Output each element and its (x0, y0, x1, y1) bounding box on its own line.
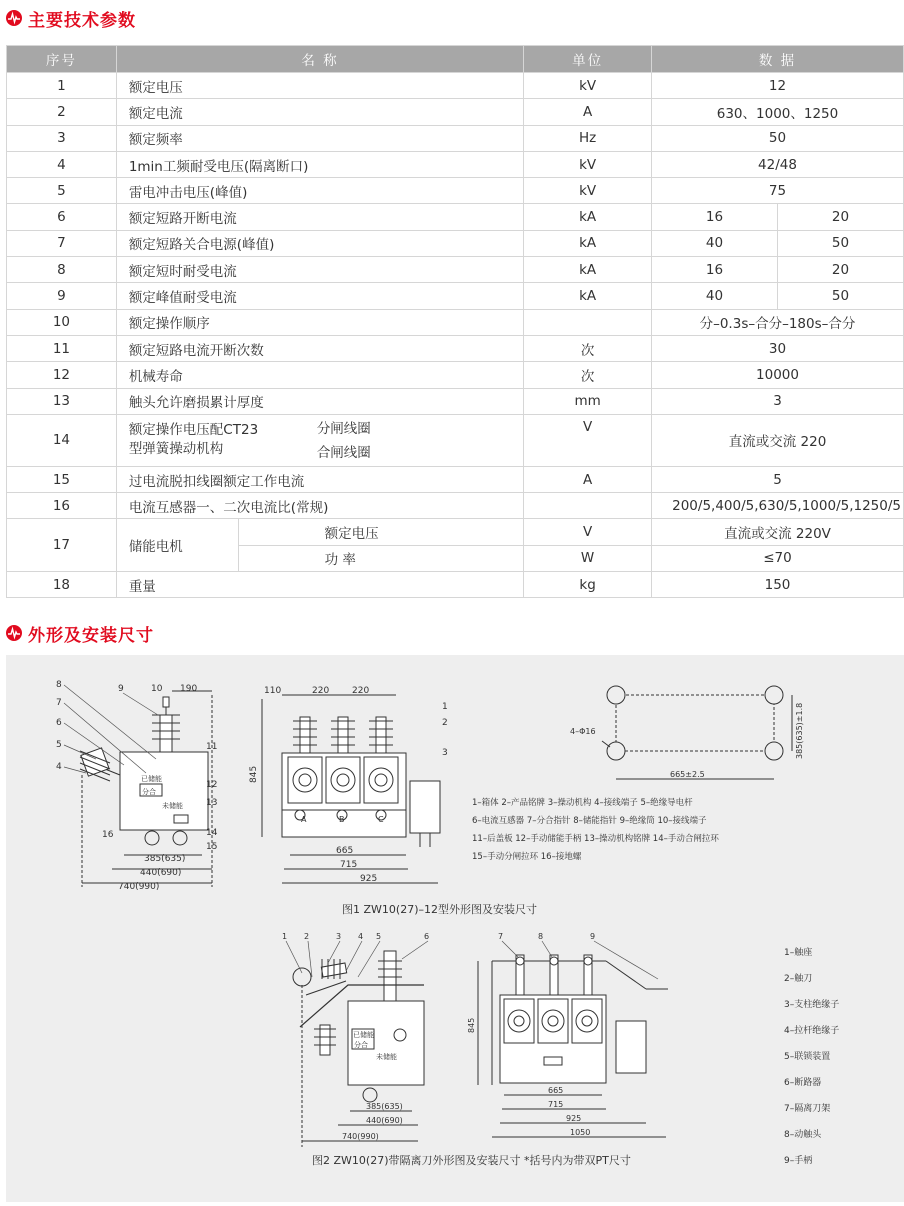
phase-label: A (301, 815, 307, 824)
waveform-icon (6, 10, 22, 26)
panel-not-stored-text: 未储能 (376, 1053, 397, 1061)
table-row (7, 466, 904, 492)
row-value-b: 20 (777, 204, 903, 230)
row-unit: 次 (524, 362, 652, 388)
row-unit: kA (524, 230, 652, 256)
row-no: 12 (7, 362, 117, 388)
callout: 2 (304, 932, 310, 941)
legend-item: 4–拉杆绝缘子 (784, 1026, 840, 1036)
dim-label: 665±2.5 (670, 770, 705, 779)
dim-label: 715 (340, 860, 358, 870)
row-name: 过电流脱扣线圈额定工作电流 (116, 466, 523, 492)
table-row (7, 178, 904, 204)
dim-label: 1050 (570, 1128, 591, 1137)
row-name: 额定峰值耐受电流 (116, 283, 523, 309)
dim-label: 385(635) (144, 854, 186, 864)
row-unit: V (524, 414, 652, 466)
row-value: 50 (652, 125, 904, 151)
callout: 5 (376, 932, 382, 941)
phase-label: B (339, 815, 345, 824)
callout: 7 (498, 932, 504, 941)
row-value-a: 16 (652, 257, 778, 283)
dim-label: 220 (352, 686, 370, 696)
table-row (7, 99, 904, 125)
row-unit: kg (524, 572, 652, 598)
fig2-front-view (478, 955, 668, 1137)
dim-label: 220 (312, 686, 330, 696)
panel-stored-text: 已储能 (353, 1031, 374, 1039)
callout: 9 (118, 684, 124, 694)
row-no: 9 (7, 283, 117, 309)
header-no: 序号 (7, 46, 117, 73)
panel-stored-text: 已储能 (141, 775, 162, 783)
section-title: 外形及安装尺寸 (28, 625, 154, 646)
dim-label: 440(690) (366, 1116, 403, 1125)
row-value: 5 (652, 466, 904, 492)
section-heading-dimensions (6, 621, 154, 645)
drawing-panel (6, 655, 904, 1202)
row-unit: W (524, 545, 652, 571)
table-row (7, 257, 904, 283)
panel-open-close-text: 分合 (142, 788, 156, 796)
row-unit: kV (524, 178, 652, 204)
row-value: 10000 (652, 362, 904, 388)
row-name: 雷电冲击电压(峰值) (116, 178, 523, 204)
fig2-side-leaders (286, 941, 428, 977)
row-no: 5 (7, 178, 117, 204)
table-row (7, 362, 904, 388)
row-no: 11 (7, 335, 117, 361)
row-no: 7 (7, 230, 117, 256)
row-unit: 次 (524, 335, 652, 361)
row-value: 分–0.3s–合分–180s–合分 (652, 309, 904, 335)
dim-label: 665 (548, 1086, 564, 1095)
legend-item: 5–联锁装置 (784, 1052, 831, 1062)
section-heading-specs (6, 6, 136, 30)
row-no: 1 (7, 73, 117, 99)
rated-voltage-label: 额定电压 (238, 519, 524, 545)
row-value: ≤70 (652, 545, 904, 571)
row-name: 电流互感器一、二次电流比(常规) (116, 493, 523, 519)
header-data: 数 据 (652, 46, 904, 73)
callout: 13 (206, 798, 218, 808)
row-no: 13 (7, 388, 117, 414)
row-value-b: 50 (777, 230, 903, 256)
callout: 6 (56, 718, 62, 728)
callout: 1 (442, 702, 448, 712)
callout: 4 (56, 762, 62, 772)
row-value-a: 40 (652, 283, 778, 309)
name-line2: 型弹簧操动机构 (128, 441, 224, 458)
table-row (7, 414, 904, 466)
row-name: 机械寿命 (116, 362, 523, 388)
dim-label: 385(635) (366, 1102, 403, 1111)
legend-item: 6–断路器 (784, 1078, 822, 1088)
dim-label: 190 (180, 684, 198, 694)
open-coil-label: 分闸线圈 (316, 420, 371, 437)
row-no: 8 (7, 257, 117, 283)
row-value: 30 (652, 335, 904, 361)
row-value: 75 (652, 178, 904, 204)
legend-item: 7–隔离刀架 (784, 1104, 831, 1114)
row-value: 630、1000、1250 (652, 99, 904, 125)
row-no: 3 (7, 125, 117, 151)
callout: 3 (442, 748, 448, 758)
legend-item: 8–动触头 (784, 1130, 822, 1140)
callout: 11 (206, 742, 218, 752)
row-no: 2 (7, 99, 117, 125)
callout: 15 (206, 842, 218, 852)
row-value: 直流或交流 220 (652, 414, 904, 466)
row-unit: kV (524, 73, 652, 99)
technical-drawings (6, 655, 904, 1202)
legend-item: 3–支柱绝缘子 (784, 1000, 840, 1010)
row-value: 3 (652, 388, 904, 414)
fig1-caption: 图1 ZW10(27)–12型外形图及安装尺寸 (342, 903, 537, 916)
table-row (7, 283, 904, 309)
row-name: 额定电流 (116, 99, 523, 125)
table-row (7, 493, 904, 519)
dim-label: 440(690) (140, 868, 182, 878)
header-unit: 单位 (524, 46, 652, 73)
row-unit: V (524, 519, 652, 545)
row-unit: kA (524, 204, 652, 230)
fig1-mounting-labels (570, 703, 804, 779)
phase-label: C (378, 815, 384, 824)
legend-item: 2–触刀 (784, 974, 813, 984)
table-row (7, 204, 904, 230)
row-value-b: 50 (777, 283, 903, 309)
table-header (7, 46, 904, 73)
table-row (7, 519, 904, 545)
row-value-b: 20 (777, 257, 903, 283)
row-unit: mm (524, 388, 652, 414)
row-name: 重量 (116, 572, 523, 598)
callout: 3 (336, 932, 342, 941)
panel-open-close-text: 分合 (354, 1041, 368, 1049)
row-no: 15 (7, 466, 117, 492)
dim-label: 740(990) (342, 1132, 379, 1141)
dim-label: 715 (548, 1100, 564, 1109)
name-line1: 额定操作电压配CT23 (128, 422, 259, 439)
legend-item: 9–手柄 (784, 1156, 813, 1166)
table-row (7, 230, 904, 256)
row-no: 14 (7, 414, 117, 466)
callout: 2 (442, 718, 448, 728)
power-label: 功 率 (238, 545, 524, 571)
dim-label: 665 (336, 846, 354, 856)
row-name: 额定短路关合电源(峰值) (116, 230, 523, 256)
dim-label: 925 (566, 1114, 582, 1123)
coil-labels (317, 417, 371, 465)
callout: 8 (56, 680, 62, 690)
fig2-front-leaders (502, 941, 658, 979)
row-no: 10 (7, 309, 117, 335)
table-row (7, 309, 904, 335)
row-no: 4 (7, 151, 117, 177)
row-name: 额定短时耐受电流 (116, 257, 523, 283)
row-name: 额定电压 (116, 73, 523, 99)
callout: 16 (102, 830, 114, 840)
dim-label: 845 (467, 1017, 476, 1033)
close-coil-label: 合闸线圈 (316, 444, 371, 461)
row-unit: A (524, 99, 652, 125)
legend-line: 1–箱体 2–产品铭牌 3–操动机构 4–接线端子 5–绝缘导电杆 (472, 798, 693, 808)
legend-line: 15–手动分闸拉环 16–接地螺 (472, 852, 582, 862)
callout: 4 (358, 932, 364, 941)
table-row (7, 151, 904, 177)
callout: 9 (590, 932, 596, 941)
table-row (7, 125, 904, 151)
spec-table (6, 45, 904, 598)
table-row (7, 572, 904, 598)
dim-label: 110 (264, 686, 282, 696)
dim-label: 4–Φ16 (570, 727, 596, 736)
dim-label: 925 (360, 874, 378, 884)
legend-line: 11–后盖板 12–手动储能手柄 13–操动机构铭牌 14–手动合闸拉环 (472, 834, 719, 844)
fig1-legend (472, 797, 719, 862)
callout: 1 (282, 932, 288, 941)
row-unit: Hz (524, 125, 652, 151)
row-value: 150 (652, 572, 904, 598)
row-value-a: 40 (652, 230, 778, 256)
legend-item: 1–触座 (784, 948, 813, 958)
waveform-icon (6, 625, 22, 641)
row-unit (524, 309, 652, 335)
callout: 8 (538, 932, 544, 941)
dim-label: 845 (249, 765, 259, 783)
row-unit: A (524, 466, 652, 492)
dim-label: 385(635)±1.8 (795, 702, 804, 759)
section-title: 主要技术参数 (28, 10, 136, 31)
fig2-legend (784, 946, 839, 1166)
callout: 14 (206, 828, 218, 838)
row-name: 1min工频耐受电压(隔离断口) (116, 151, 523, 177)
callout: 6 (424, 932, 430, 941)
header-name: 名 称 (116, 46, 523, 73)
callout: 5 (56, 740, 62, 750)
row-name: 额定频率 (116, 125, 523, 151)
callout: 7 (56, 698, 62, 708)
row-no: 6 (7, 204, 117, 230)
row-name: 触头允许磨损累计厚度 (116, 388, 523, 414)
row-no: 17 (7, 519, 117, 572)
row-unit (524, 493, 652, 519)
row-name: 额定短路电流开断次数 (116, 335, 523, 361)
panel-not-stored-text: 未储能 (162, 802, 183, 810)
row-name (116, 414, 523, 466)
callout: 12 (206, 780, 218, 790)
row-unit: kV (524, 151, 652, 177)
row-name: 储能电机 (116, 519, 238, 572)
row-name: 额定操作顺序 (116, 309, 523, 335)
dim-label: 10 (151, 684, 163, 694)
table-row (7, 335, 904, 361)
dim-label: 740(990) (118, 882, 160, 892)
row-unit: kA (524, 283, 652, 309)
legend-line: 6–电流互感器 7–分合指针 8–储能指针 9–绝缘筒 10–接线端子 (472, 816, 707, 826)
fig2-caption: 图2 ZW10(27)带隔离刀外形图及安装尺寸 *括号内为带双PT尺寸 (312, 1154, 631, 1167)
row-value: 直流或交流 220V (652, 519, 904, 545)
row-value: 200/5,400/5,630/5,1000/5,1250/5 (652, 493, 904, 519)
row-name: 额定短路开断电流 (116, 204, 523, 230)
row-value: 42/48 (652, 151, 904, 177)
fig1-mounting-plan (602, 686, 792, 779)
row-no: 16 (7, 493, 117, 519)
fig2-side-view (293, 951, 424, 1147)
table-row (7, 73, 904, 99)
row-no: 18 (7, 572, 117, 598)
row-value-a: 16 (652, 204, 778, 230)
row-value: 12 (652, 73, 904, 99)
table-row (7, 388, 904, 414)
row-unit: kA (524, 257, 652, 283)
